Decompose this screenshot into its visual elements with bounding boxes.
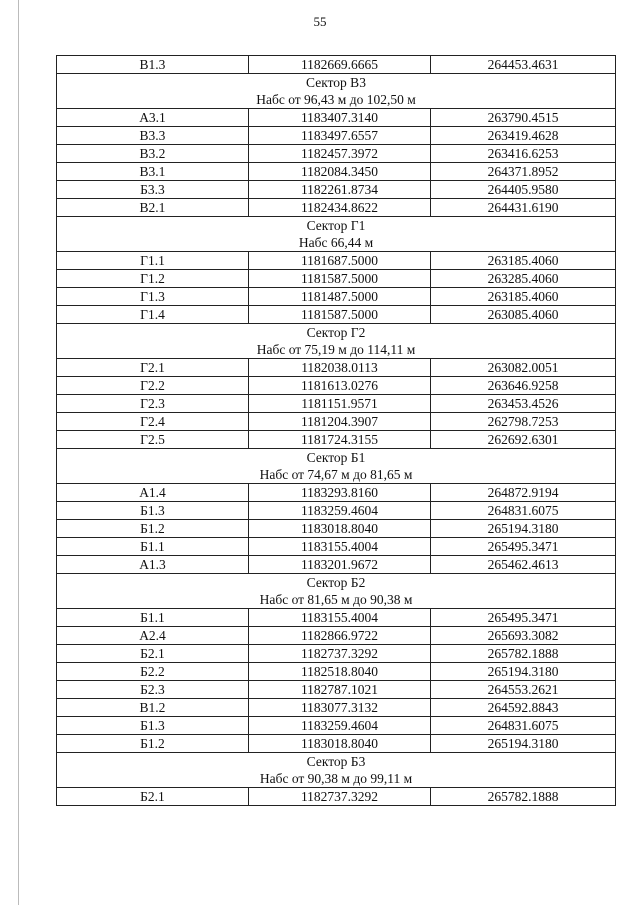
table-row [57, 788, 616, 806]
table-row [57, 270, 616, 288]
x-coordinate-cell: 1181587.5000 [249, 306, 431, 324]
sector-header-cell [57, 217, 616, 252]
y-coordinate-cell: 264831.6075 [431, 502, 616, 520]
page-number: 55 [313, 14, 327, 29]
y-coordinate-cell: 263416.6253 [431, 145, 616, 163]
table-row [57, 359, 616, 377]
x-coordinate-cell: 1183018.8040 [249, 735, 431, 753]
table-row [57, 556, 616, 574]
point-name-cell: Г2.2 [57, 377, 249, 395]
sector-header-row [57, 753, 616, 788]
x-coordinate-cell: 1183201.9672 [249, 556, 431, 574]
table-row [57, 717, 616, 735]
point-name-cell: Б2.2 [57, 663, 249, 681]
sector-height-range: Набс 66,44 м [298, 235, 374, 250]
point-name-cell: А3.1 [57, 109, 249, 127]
y-coordinate-cell: 264592.8843 [431, 699, 616, 717]
table-row [57, 609, 616, 627]
point-name-cell: Б2.1 [57, 788, 249, 806]
x-coordinate-cell: 1181151.9571 [249, 395, 431, 413]
point-name-cell: Б2.1 [57, 645, 249, 663]
y-coordinate-cell: 264371.8952 [431, 163, 616, 181]
table-row [57, 681, 616, 699]
point-name-cell: Б1.3 [57, 502, 249, 520]
x-coordinate-cell: 1183497.6557 [249, 127, 431, 145]
point-name-cell: В1.2 [57, 699, 249, 717]
x-coordinate-cell: 1181587.5000 [249, 270, 431, 288]
table-row [57, 252, 616, 270]
point-name-cell: Г2.5 [57, 431, 249, 449]
coordinates-table-body [57, 56, 616, 806]
table-row [57, 627, 616, 645]
table-row [57, 538, 616, 556]
sector-header-row [57, 449, 616, 484]
x-coordinate-cell: 1182261.8734 [249, 181, 431, 199]
x-coordinate-cell: 1181204.3907 [249, 413, 431, 431]
table-row [57, 502, 616, 520]
point-name-cell: Б1.2 [57, 520, 249, 538]
table-row [57, 306, 616, 324]
point-name-cell: А1.3 [57, 556, 249, 574]
sector-header-cell [57, 574, 616, 609]
y-coordinate-cell: 263082.0051 [431, 359, 616, 377]
table-row [57, 484, 616, 502]
y-coordinate-cell: 265194.3180 [431, 520, 616, 538]
point-name-cell: А2.4 [57, 627, 249, 645]
x-coordinate-cell: 1182434.8622 [249, 199, 431, 217]
y-coordinate-cell: 263285.4060 [431, 270, 616, 288]
table-row [57, 395, 616, 413]
y-coordinate-cell: 265495.3471 [431, 609, 616, 627]
scan-edge-line [18, 0, 19, 905]
table-row [57, 413, 616, 431]
x-coordinate-cell: 1183293.8160 [249, 484, 431, 502]
x-coordinate-cell: 1182787.1021 [249, 681, 431, 699]
y-coordinate-cell: 265782.1888 [431, 645, 616, 663]
sector-height-range: Набс от 96,43 м до 102,50 м [256, 92, 416, 107]
y-coordinate-cell: 263085.4060 [431, 306, 616, 324]
y-coordinate-cell: 265194.3180 [431, 663, 616, 681]
point-name-cell: В2.1 [57, 199, 249, 217]
point-name-cell: Г1.2 [57, 270, 249, 288]
sector-header-row [57, 574, 616, 609]
table-row [57, 377, 616, 395]
sector-height-range: Набс от 75,19 м до 114,11 м [256, 342, 416, 357]
sector-header-cell [57, 449, 616, 484]
x-coordinate-cell: 1182038.0113 [249, 359, 431, 377]
sector-header-row [57, 74, 616, 109]
y-coordinate-cell: 263790.4515 [431, 109, 616, 127]
y-coordinate-cell: 264553.2621 [431, 681, 616, 699]
table-row [57, 56, 616, 74]
table-row [57, 288, 616, 306]
sector-title: Сектор Б1 [306, 450, 366, 465]
y-coordinate-cell: 265194.3180 [431, 735, 616, 753]
y-coordinate-cell: 265495.3471 [431, 538, 616, 556]
sector-height-range: Набс от 90,38 м до 99,11 м [259, 771, 413, 786]
point-name-cell: Г2.1 [57, 359, 249, 377]
y-coordinate-cell: 264453.4631 [431, 56, 616, 74]
x-coordinate-cell: 1183259.4604 [249, 717, 431, 735]
table-row [57, 663, 616, 681]
point-name-cell: Г2.3 [57, 395, 249, 413]
point-name-cell: В3.1 [57, 163, 249, 181]
point-name-cell: Г1.3 [57, 288, 249, 306]
x-coordinate-cell: 1182866.9722 [249, 627, 431, 645]
x-coordinate-cell: 1182737.3292 [249, 645, 431, 663]
table-row [57, 163, 616, 181]
y-coordinate-cell: 264831.6075 [431, 717, 616, 735]
y-coordinate-cell: 264431.6190 [431, 199, 616, 217]
point-name-cell: Б1.1 [57, 538, 249, 556]
x-coordinate-cell: 1182518.8040 [249, 663, 431, 681]
point-name-cell: Б2.3 [57, 681, 249, 699]
x-coordinate-cell: 1183155.4004 [249, 609, 431, 627]
point-name-cell: А1.4 [57, 484, 249, 502]
sector-title: Сектор В3 [306, 75, 366, 90]
point-name-cell: Б1.1 [57, 609, 249, 627]
table-row [57, 735, 616, 753]
x-coordinate-cell: 1182737.3292 [249, 788, 431, 806]
sector-height-range: Набс от 74,67 м до 81,65 м [259, 467, 413, 482]
x-coordinate-cell: 1183259.4604 [249, 502, 431, 520]
y-coordinate-cell: 264872.9194 [431, 484, 616, 502]
sector-height-range: Набс от 81,65 м до 90,38 м [259, 592, 413, 607]
table-row [57, 520, 616, 538]
x-coordinate-cell: 1182084.3450 [249, 163, 431, 181]
table-row [57, 645, 616, 663]
sector-header-cell [57, 324, 616, 359]
x-coordinate-cell: 1181687.5000 [249, 252, 431, 270]
y-coordinate-cell: 263646.9258 [431, 377, 616, 395]
y-coordinate-cell: 262798.7253 [431, 413, 616, 431]
x-coordinate-cell: 1182457.3972 [249, 145, 431, 163]
x-coordinate-cell: 1181724.3155 [249, 431, 431, 449]
sector-header-row [57, 324, 616, 359]
sector-title: Сектор Г1 [306, 218, 366, 233]
coordinates-table [56, 55, 616, 806]
point-name-cell: Г1.4 [57, 306, 249, 324]
point-name-cell: Б3.3 [57, 181, 249, 199]
y-coordinate-cell: 263453.4526 [431, 395, 616, 413]
y-coordinate-cell: 265693.3082 [431, 627, 616, 645]
table-row [57, 109, 616, 127]
table-row [57, 181, 616, 199]
point-name-cell: Г2.4 [57, 413, 249, 431]
y-coordinate-cell: 264405.9580 [431, 181, 616, 199]
y-coordinate-cell: 263185.4060 [431, 288, 616, 306]
point-name-cell: Б1.2 [57, 735, 249, 753]
y-coordinate-cell: 265462.4613 [431, 556, 616, 574]
x-coordinate-cell: 1181613.0276 [249, 377, 431, 395]
point-name-cell: Г1.1 [57, 252, 249, 270]
sector-title: Сектор Б2 [306, 575, 366, 590]
table-row [57, 431, 616, 449]
table-row [57, 199, 616, 217]
sector-header-row [57, 217, 616, 252]
sector-header-cell [57, 753, 616, 788]
y-coordinate-cell: 263419.4628 [431, 127, 616, 145]
sector-title: Сектор Г2 [306, 325, 366, 340]
x-coordinate-cell: 1183407.3140 [249, 109, 431, 127]
x-coordinate-cell: 1182669.6665 [249, 56, 431, 74]
table-row [57, 127, 616, 145]
point-name-cell: В1.3 [57, 56, 249, 74]
sector-title: Сектор Б3 [306, 754, 366, 769]
sector-header-cell [57, 74, 616, 109]
x-coordinate-cell: 1183077.3132 [249, 699, 431, 717]
y-coordinate-cell: 263185.4060 [431, 252, 616, 270]
x-coordinate-cell: 1183018.8040 [249, 520, 431, 538]
y-coordinate-cell: 265782.1888 [431, 788, 616, 806]
table-row [57, 699, 616, 717]
x-coordinate-cell: 1183155.4004 [249, 538, 431, 556]
x-coordinate-cell: 1181487.5000 [249, 288, 431, 306]
y-coordinate-cell: 262692.6301 [431, 431, 616, 449]
point-name-cell: Б1.3 [57, 717, 249, 735]
table-row [57, 145, 616, 163]
point-name-cell: В3.2 [57, 145, 249, 163]
point-name-cell: В3.3 [57, 127, 249, 145]
